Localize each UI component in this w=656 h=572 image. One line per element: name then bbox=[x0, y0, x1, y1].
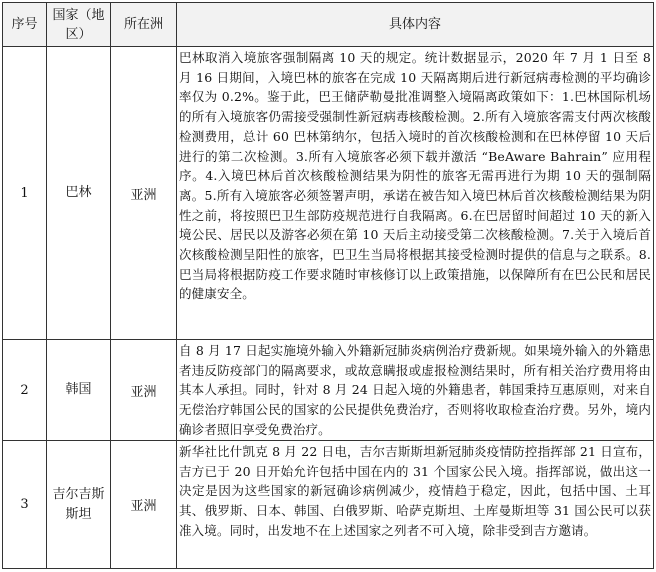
table-row bbox=[3, 47, 654, 340]
table-header-row bbox=[3, 3, 654, 47]
row-num: 3 bbox=[3, 441, 47, 569]
header-continent: 所在洲 bbox=[111, 3, 177, 47]
row-num: 2 bbox=[3, 340, 47, 441]
table-row bbox=[3, 441, 654, 569]
row-content: 新华社比什凯克 8 月 22 日电，吉尔吉斯斯坦新冠肺炎疫情防控指挥部 21 日宣布，吉方已于 20 日开始允许包括中国在内的 31 个国家公民入境。指挥部说，做出这一决定是因为这些国家的新冠确诊病例减少，疫情趋于稳定，因此，包括中国、土耳其、俄罗斯、日本、韩国、白俄罗斯、哈萨克斯坦、土库曼斯坦等 31 国公民可以获准入境。同时，出发地不在上述国家之列者不可入境，除非受到吉方邀请。 bbox=[177, 441, 654, 569]
row-content: 巴林取消入境旅客强制隔离 10 天的规定。统计数据显示，2020 年 7 月 1 日至 8 月 16 日期间，入境巴林的旅客在完成 10 天隔离期后进行新冠病毒检测的平均确诊率仅为 0.2%。鉴于此，巴王储萨勒曼批准调整入境隔离政策如下：1.巴林国际机场的所有入境旅客仍需接受强制性新冠病毒核酸检测。2.所有入境旅客需支付两次核酸检测费用，总计 60 巴林第纳尔，包括入境时的首次核酸检测和在巴林停留 10 天后进行的第二次检测。3.所有入境旅客必须下载并激活 “BeAware Bahrain” 应用程序。4.入境巴林后首次核酸检测结果为阴性的旅客无需再进行为期 10 天的强制隔离。5.所有入境旅客必须签署声明，承诺在被告知入境巴林后首次核酸检测结果为阴性之前，将按照巴卫生部防疫规范进行自我隔离。6.在巴居留时间超过 10 天的新入境公民、居民以及游客必须在第 10 天后主动接受第二次核酸检测。7.关于入境后首次核酸检测呈阳性的旅客，巴卫生当局将根据其接受检测时提供的信息与之联系。8.巴当局将根据防疫工作要求随时审核修订以上政策措施，以保障所有在巴公民和居民的健康安全。 bbox=[177, 47, 654, 340]
row-continent: 亚洲 bbox=[111, 441, 177, 569]
row-num: 1 bbox=[3, 47, 47, 340]
row-country: 吉尔吉斯斯坦 bbox=[47, 441, 111, 569]
table-row bbox=[3, 340, 654, 441]
header-content: 具体内容 bbox=[177, 3, 654, 47]
policy-table bbox=[2, 2, 654, 569]
header-num: 序号 bbox=[3, 3, 47, 47]
row-continent: 亚洲 bbox=[111, 340, 177, 441]
row-continent: 亚洲 bbox=[111, 47, 177, 340]
row-content: 自 8 月 17 日起实施境外输入外籍新冠肺炎病例治疗费新规。如果境外输入的外籍患者违反防疫部门的隔离要求，或故意瞒报或虚报检测结果时，所有相关治疗费用将由其本人承担。同时，针对 8 月 24 日起入境的外籍患者，韩国秉持互惠原则，对来自无偿治疗韩国公民的国家的公民提供免费治疗，否则将收取检查治疗费。另外，境内确诊者照旧享受免费治疗。 bbox=[177, 340, 654, 441]
row-country: 巴林 bbox=[47, 47, 111, 340]
row-country: 韩国 bbox=[47, 340, 111, 441]
header-country: 国家（地区） bbox=[47, 3, 111, 47]
